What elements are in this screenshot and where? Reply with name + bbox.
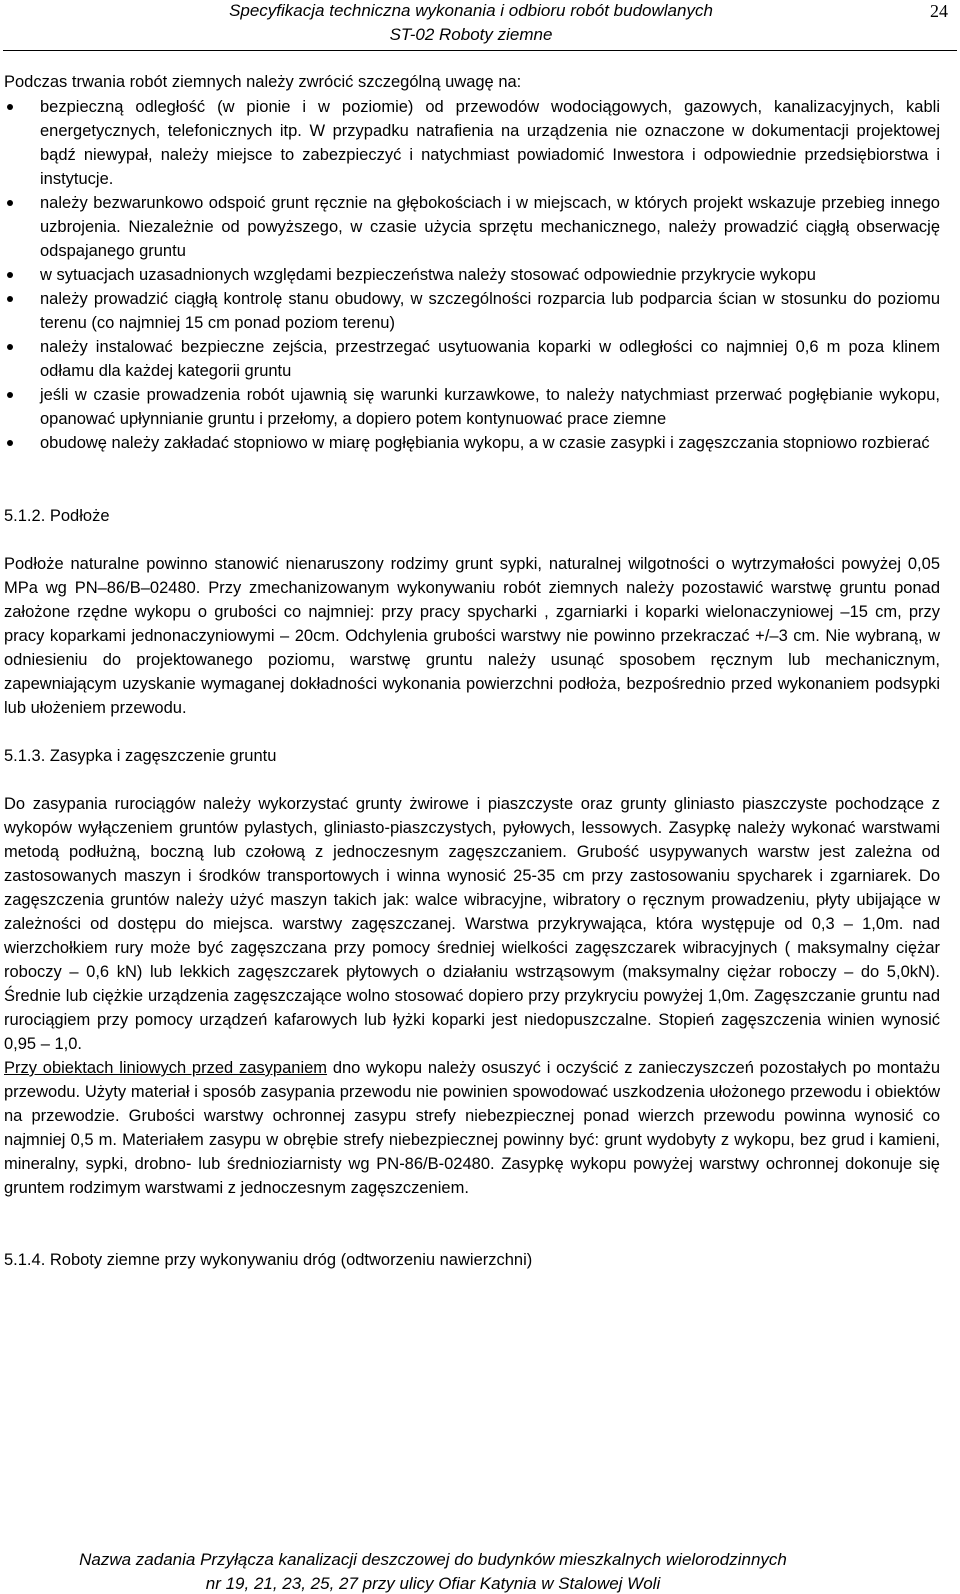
list-item: obudowę należy zakładać stopniowo w miarę pogłębiania wykopu, a w czasie zasypki i zagęszczania stopniowo rozbierać (4, 431, 940, 455)
footer-line-2: nr 19, 21, 23, 25, 27 przy ulicy Ofiar Katynia w Stalowej Woli (205, 1574, 661, 1593)
intro-paragraph: Podczas trwania robót ziemnych należy zwrócić szczególną uwagę na: (4, 73, 522, 91)
section-paragraph-5-1-2: Podłoże naturalne powinno stanowić nienaruszony rodzimy grunt sypki, naturalnej wilgotności o wytrzymałości powyżej 0,05 MPa wg PN–86/B–02480. Przy zmechanizowanym wykonywaniu robót ziemnych należy pozostawić warstwę gruntu ponad założone rzędne wykopu o grubości co najmniej: przy pracy spycharki , zgarniarki i koparki wielonaczyniowej –15 cm, przy pracy koparkami jednonaczyniowymi – 20cm. Odchylenia grubości warstwy nie powinno przekraczać +/–3 cm. Nie wybraną, w odniesieniu do projektowanego poziomu, warstwę gruntu należy usunąć sposobem ręcznym lub mechanicznym, zapewniającym uzyskanie wymaganej dokładności wykonania powierzchni podłoża, bezpośrednio przed wykonaniem podsypki lub ułożeniem przewodu. (4, 555, 940, 717)
list-item: bezpieczną odległość (w pionie i w poziomie) od przewodów wodociągowych, gazowych, kanalizacyjnych, kabli energetycznych, telefonicznych itp. W przypadku natrafienia na urządzenia nie oznaczone w dokumentacji projektowej bądź niewypał, należy miejsce to zabezpieczyć i natychmiast powiadomić Inwestora i odpowiednie przedsiębiorstwa i instytucje. (4, 95, 940, 191)
page-header (0, 0, 960, 50)
list-item: jeśli w czasie prowadzenia robót ujawnią się warunki kurzawkowe, to należy natychmiast przerwać pogłębianie wykopu, opanować upłynnianie gruntu i przełomy, a dopiero potem kontynuować prace ziemne (4, 383, 940, 431)
page-number: 24 (930, 1, 948, 21)
safety-bullet-list (4, 95, 940, 455)
list-item: należy bezwarunkowo odspoić grunt ręcznie na głębokościach i w miejscach, w których projekt wskazuje przebieg innego uzbrojenia. Niezależnie od powyższego, w czasie użycia sprzętu mechanicznego, należy prowadzić ciągłą obserwację odspajanego gruntu (4, 191, 940, 263)
list-item: należy prowadzić ciągłą kontrolę stanu obudowy, w szczególności rozparcia lub podparcia ścian w stosunku do poziomu terenu (co najmniej 15 cm ponad poziom terenu) (4, 287, 940, 335)
section-paragraph-5-1-3b (4, 1056, 940, 1200)
section-heading-5-1-2: 5.1.2. Podłoże (4, 507, 110, 525)
footer-line-1: Nazwa zadania Przyłącza kanalizacji deszczowej do budynków mieszkalnych wielorodzinnych (79, 1550, 787, 1569)
section-heading-5-1-3: 5.1.3. Zasypka i zagęszczenie gruntu (4, 747, 277, 765)
section-heading-5-1-4: 5.1.4. Roboty ziemne przy wykonywaniu dróg (odtworzeniu nawierzchni) (4, 1251, 533, 1269)
header-rule (3, 50, 957, 51)
underlined-phrase: Przy obiektach liniowych przed zasypaniem (4, 1059, 328, 1077)
list-item: należy instalować bezpieczne zejścia, przestrzegać usytuowania koparki w odległości co najmniej 0,6 m poza klinem odłamu dla każdej kategorii gruntu (4, 335, 940, 383)
document-body (4, 70, 940, 1272)
paragraph-text: dno wykopu należy osuszyć i oczyścić z zanieczyszczeń pozostałych po montażu przewodu. Użyty materiał i sposób zasypania przewodu nie powinien spowodować uszkodzenia ułożonego przewodu i obiektów na przewodzie. Grubości warstwy ochronnej zasypu strefy niebezpiecznej ponad wierzch przewodu powinna wynosić co najmniej 0,5 m. Materiałem zasypu w obrębie strefy niebezpiecznej powinny być: grunt wydobyty z wykopu, bez grud i kamieni, mineralny, sypki, drobno- lub średnioziarnisty wg PN-86/B-02480. Zasypkę wykopu powyżej warstwy ochronnej dokonuje się gruntem rodzimym warstwami z jednoczesnym zagęszczeniem. (4, 1059, 940, 1197)
header-subtitle: ST-02 Roboty ziemne (389, 25, 553, 44)
header-title: Specyfikacja techniczna wykonania i odbioru robót budowlanych (229, 1, 713, 20)
list-item: w sytuacjach uzasadnionych względami bezpieczeństwa należy stosować odpowiednie przykrycie wykopu (4, 263, 940, 287)
section-paragraph-5-1-3a: Do zasypania rurociągów należy wykorzystać grunty żwirowe i piaszczyste oraz grunty gliniasto piaszczyste pochodzące z wykopów wyłączeniem gruntów pylastych, gliniasto-piaszczystych, pyłowych, lessowych. Zasypkę należy wykonać warstwami metodą podłużną, boczną lub czołową z jednoczesnym zagęszczaniem. Grubość usypywanych warstw jest zależna od zastosowanych maszyn i środków transportowych i winna wynosić 25-35 cm przy zastosowaniu spycharek i zgarniarek. Do zagęszczenia gruntów należy użyć maszyn takich jak: walce wibracyjne, wibratory o ręcznym prowadzeniu, płyty ubijające w zależności od dostępu do miejsca. warstwy zagęszczanej. Warstwa przykrywająca, która występuje od 0,3 – 1,0m. nad wierzchołkiem rury może być zagęszczana przy pomocy średniej wielkości zagęszczarek wibracyjnych ( maksymalny ciężar roboczy – 0,6 kN) lub lekkich zagęszczarek płytowych o działaniu wstrząsowym (maksymalny ciężar roboczy – do 5,0kN). Średnie lub ciężkie urządzenia zagęszczające wolno stosować dopiero przy przykryciu powyżej 1,0m. Zagęszczanie gruntu nad rurociągiem przy pomocy urządzeń kafarowych lub łyżki koparki jest niedopuszczalne. Stopień zagęszczenia winien wynosić 0,95 – 1,0. (4, 795, 940, 1053)
